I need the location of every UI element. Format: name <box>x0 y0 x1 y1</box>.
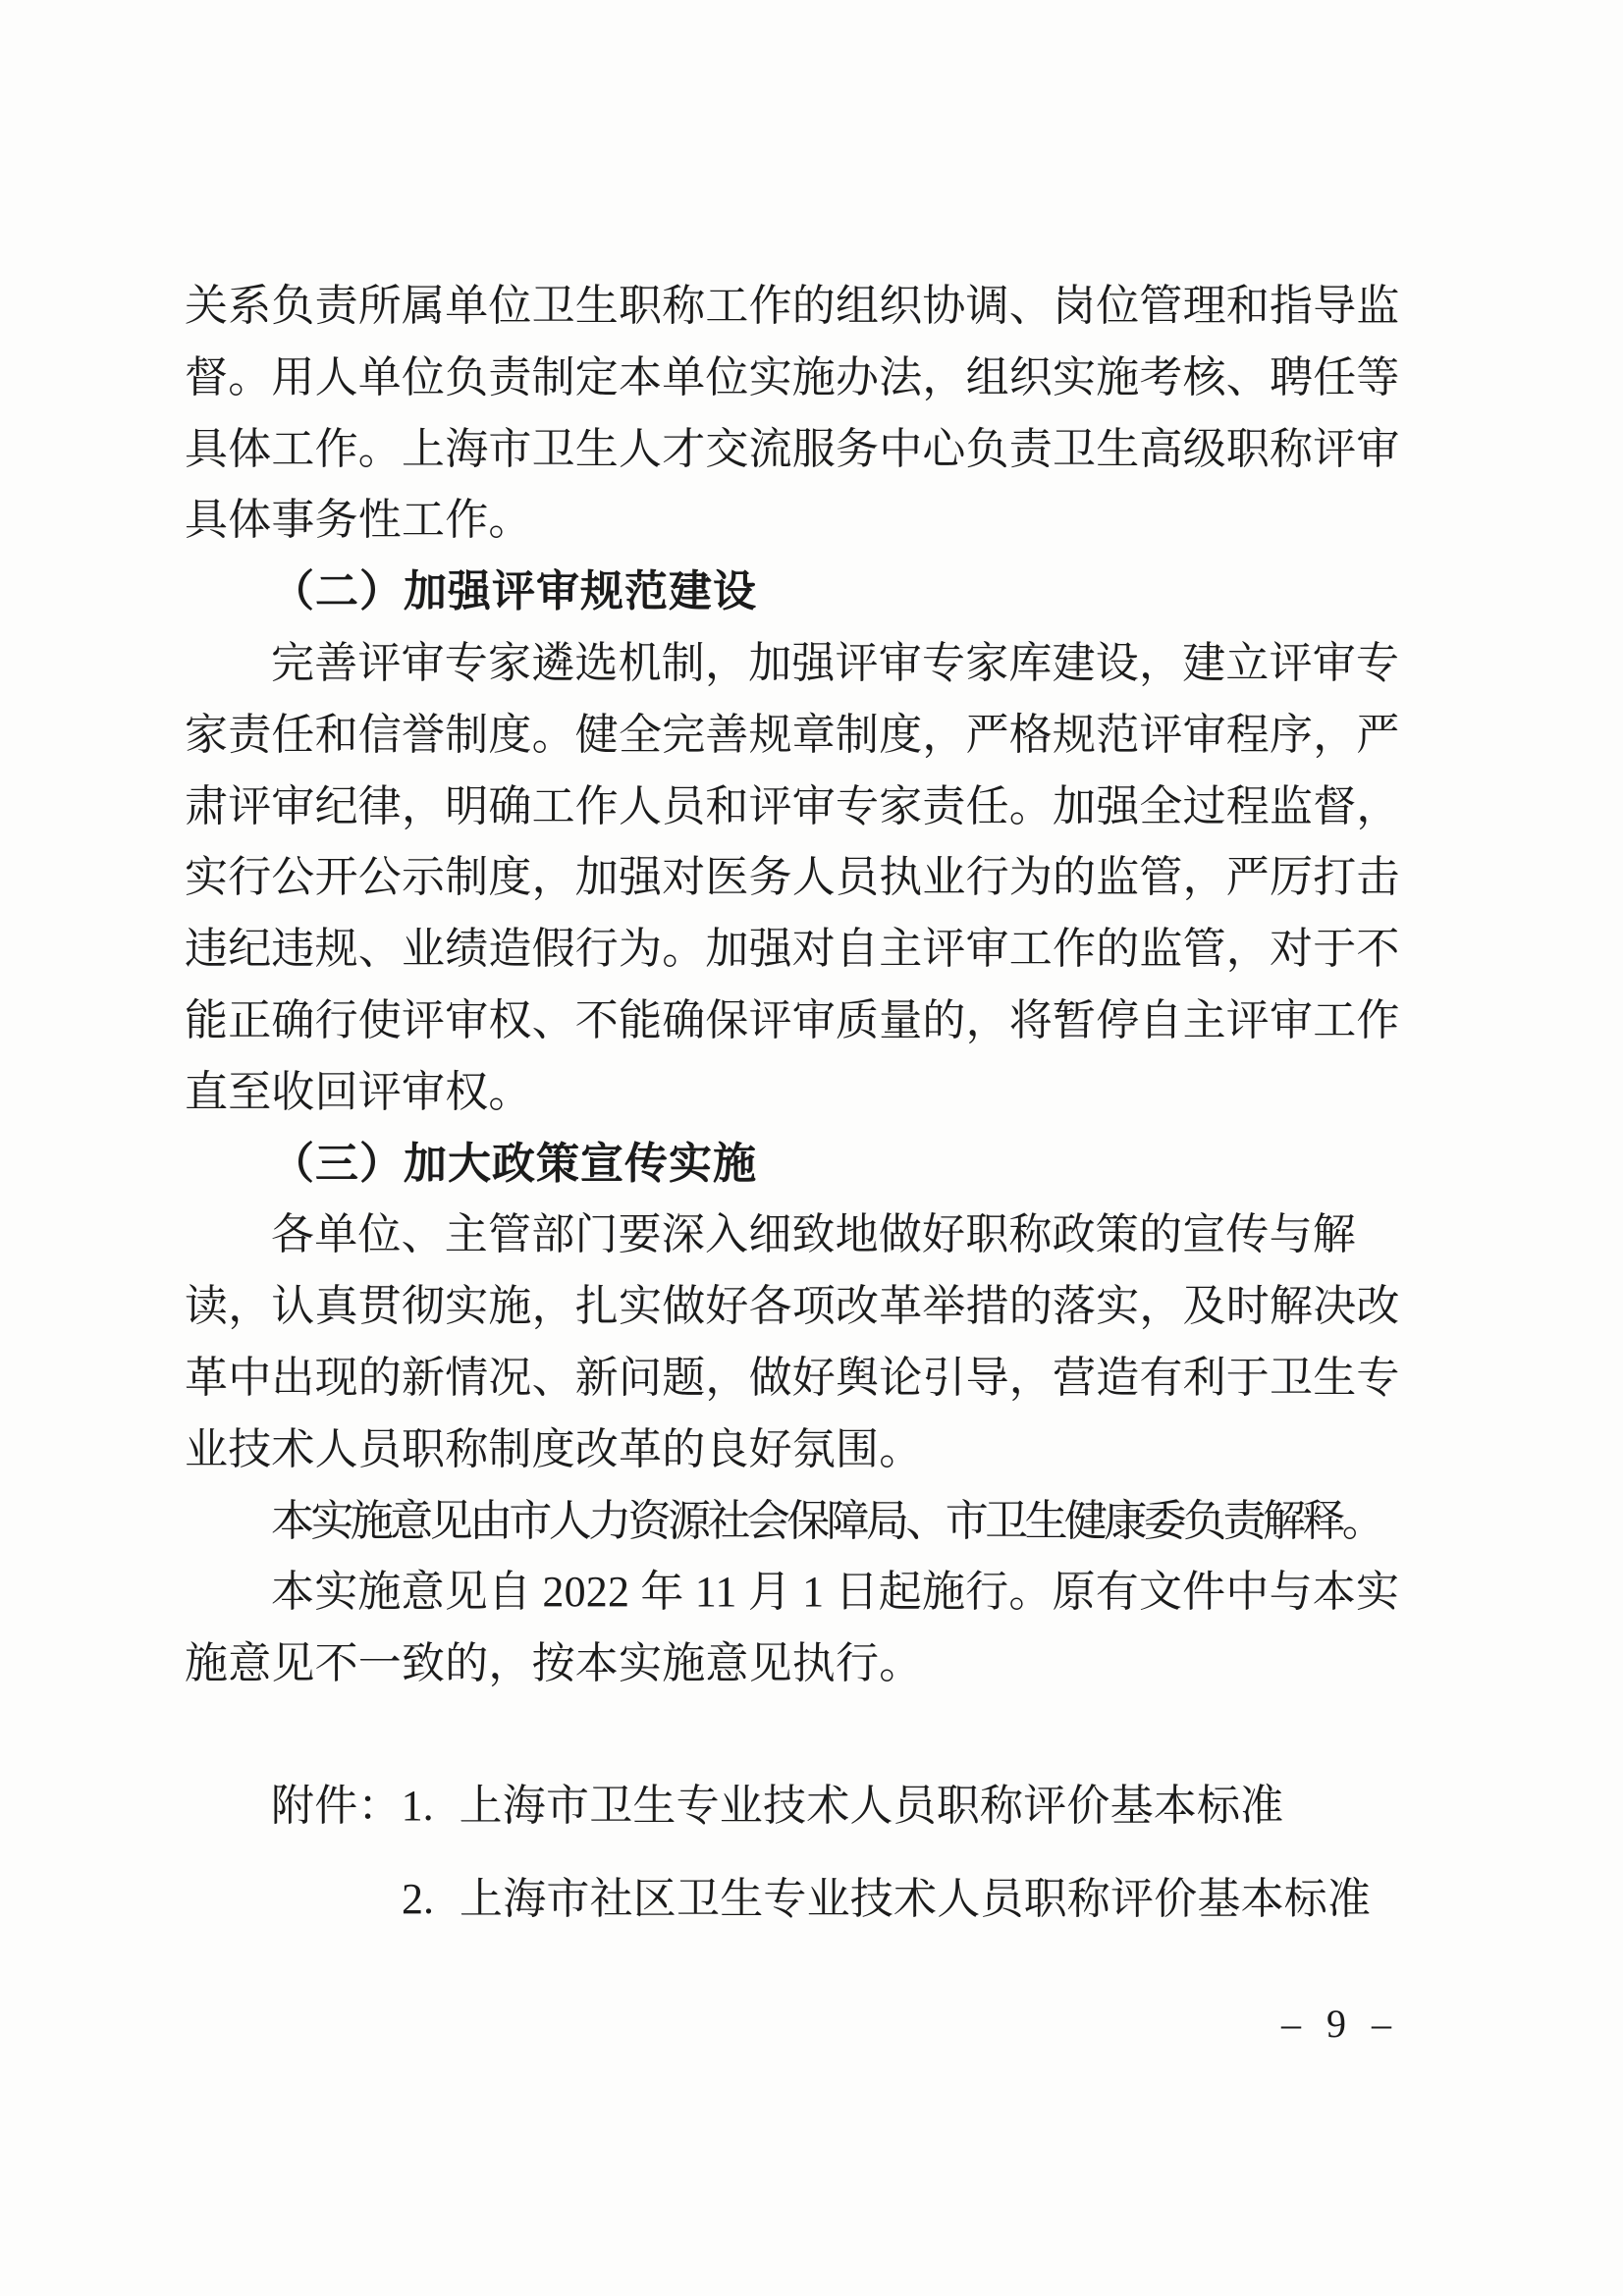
text-line: 家责任和信誉制度。健全完善规章制度，严格规范评审程序，严 <box>185 710 1400 759</box>
attachment-number: 2. <box>402 1875 434 1923</box>
text-line: 直至收回评审权。 <box>185 1067 532 1116</box>
page-number: – 9 – <box>1281 2002 1399 2046</box>
text-line: 肃评审纪律，明确工作人员和评审专家责任。加强全过程监督， <box>185 781 1400 830</box>
text-line: 业技术人员职称制度改革的良好氛围。 <box>185 1424 923 1473</box>
text-line: 督。用人单位负责制定本单位实施办法，组织实施考核、聘任等 <box>185 352 1400 401</box>
text-line: 革中出现的新情况、新问题，做好舆论引导，营造有利于卫生专 <box>185 1353 1400 1402</box>
text-line: 违纪违规、业绩造假行为。加强对自主评审工作的监管，对于不 <box>185 925 1400 974</box>
section-heading: （三）加大政策宣传实施 <box>271 1139 757 1188</box>
attachment-item <box>185 1852 1402 1946</box>
text-line: 各单位、主管部门要深入细致地做好职称政策的宣传与解 <box>271 1210 1356 1259</box>
section-heading: （二）加强评审规范建设 <box>271 567 757 616</box>
attachment-number: 1. <box>401 1782 434 1830</box>
text-line: 具体工作。上海市卫生人才交流服务中心负责卫生高级职称评审 <box>185 424 1400 473</box>
text-line: 具体事务性工作。 <box>185 496 532 545</box>
text-line: 完善评审专家遴选机制，加强评审专家库建设，建立评审专 <box>271 638 1400 687</box>
text-line: 能正确行使评审权、不能确保评审质量的，将暂停自主评审工作 <box>185 995 1400 1044</box>
text-line: 实行公开公示制度，加强对医务人员执业行为的监管，严厉打击 <box>185 853 1400 902</box>
text-block <box>185 271 1402 1700</box>
attachment-label: 附件： <box>271 1782 402 1830</box>
attachment-block <box>185 1759 1402 1946</box>
attachment-item <box>185 1759 1402 1852</box>
text-line: 施意见不一致的，按本实施意见执行。 <box>185 1639 923 1688</box>
attachment-title: 上海市卫生专业技术人员职称评价基本标准 <box>459 1782 1284 1830</box>
text-line: 读，认真贯彻实施，扎实做好各项改革举措的落实，及时解决改 <box>185 1282 1400 1331</box>
attachment-title: 上海市社区卫生专业技术人员职称评价基本标准 <box>460 1875 1372 1923</box>
text-line: 本实施意见由市人力资源社会保障局、市卫生健康委负责解释。 <box>271 1496 1382 1545</box>
text-line: 本实施意见自 2022 年 11 月 1 日起施行。原有文件中与本实 <box>271 1568 1400 1617</box>
text-line: 关系负责所属单位卫生职称工作的组织协调、岗位管理和指导监 <box>185 282 1400 330</box>
